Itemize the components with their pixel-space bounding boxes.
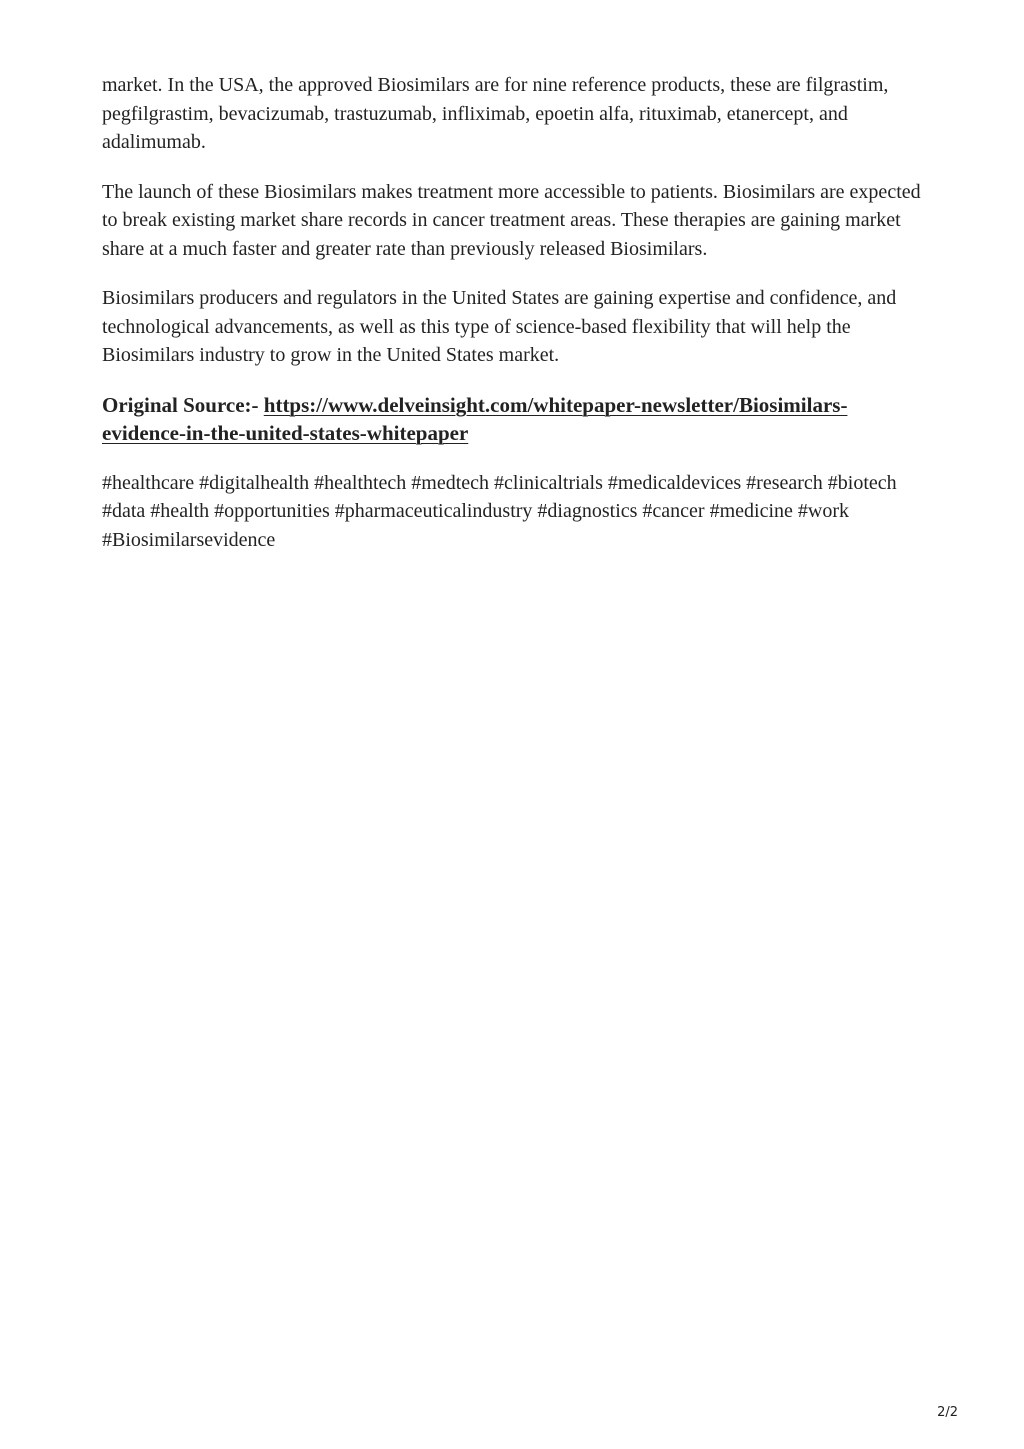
source-link[interactable]: https://www.delveinsight.com/whitepaper-newsletter/Biosimilars-evidence-in-the-united-states-whitepaper — [102, 392, 848, 445]
paragraph-approved-biosimilars: market. In the USA, the approved Biosimilars are for nine reference products, these are filgrastim, pegfilgrastim, bevacizumab, trastuzumab, infliximab, epoetin alfa, rituximab, etanercept, and adalimumab. — [102, 74, 889, 153]
page-number: 2/2 — [937, 1405, 958, 1420]
paragraph-biosimilars-launch: The launch of these Biosimilars makes treatment more accessible to patients. Biosimilars are expected to break existing market share records in cancer treatment areas. These therapies are gaining market share at a much faster and greater rate than previously released Biosimilars. — [102, 180, 921, 260]
page-content — [102, 71, 922, 554]
paragraph-producers-regulators: Biosimilars producers and regulators in the United States are gaining expertise and confidence, and technological advancements, as well as this type of science-based flexibility that will help the Biosimilars industry to grow in the United States market. — [102, 287, 897, 366]
hashtags: #healthcare #digitalhealth #healthtech #medtech #clinicaltrials #medicaldevices #research #biotech #data #health #opportunities #pharmaceuticalindustry #diagnostics #cancer #medicine #work #Biosimilarsevidence — [102, 471, 897, 551]
source-label: Original Source:- — [102, 392, 259, 417]
original-source — [102, 391, 922, 448]
